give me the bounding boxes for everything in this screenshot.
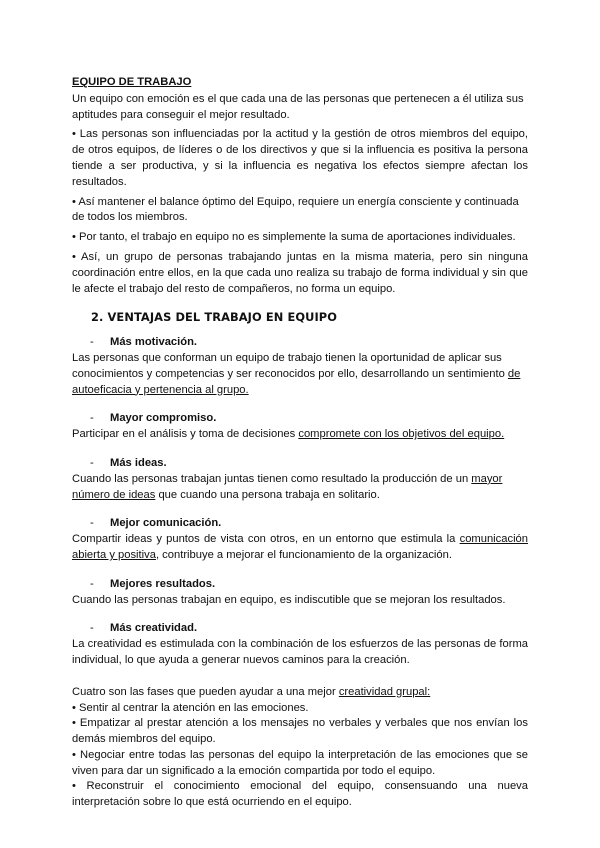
advantage-text	[72, 427, 528, 443]
underlined-text: creatividad grupal:	[338, 685, 431, 698]
advantage-text	[72, 532, 528, 564]
underlined-text: de autoeficacia y pertenencia al grupo.	[72, 367, 521, 396]
doc-title: EQUIPO DE TRABAJO	[72, 76, 192, 88]
dash-marker: -	[90, 456, 94, 469]
advantage-heading-text: Más creatividad.	[110, 622, 198, 635]
dash-marker: -	[90, 517, 94, 530]
dash-marker: -	[90, 336, 94, 349]
text-run: Cuando las personas trabajan en equipo, es indiscutible que se mejoran los resultados.	[72, 593, 506, 606]
advantage-heading-text: Más motivación.	[110, 336, 198, 349]
advantage-heading	[72, 411, 528, 427]
phases-intro	[72, 685, 528, 701]
advantage-heading	[72, 516, 528, 532]
advantage-text	[72, 637, 528, 669]
text-run: Las personas que conforman un equipo de trabajo tienen la oportunidad de aplicar sus conocimientos y competencias y ser reconocidos por ello, desarrollando un sentimiento	[72, 351, 508, 380]
text-run: contribuye a mejorar el funcionamiento de la organización.	[159, 548, 452, 561]
advantage-heading	[72, 335, 528, 351]
advantage-heading	[72, 456, 528, 472]
text-run: Compartir ideas y puntos de vista con otros, en un entorno que estimula la	[72, 533, 460, 546]
document-body	[72, 75, 528, 811]
advantage-text	[72, 351, 528, 398]
advantage-heading-text: Mejor comunicación.	[110, 517, 222, 530]
text-run: La creatividad es estimulada con la combinación de los esfuerzos de las personas de forma individual, lo que ayuda a generar nuevos caminos para la creación.	[72, 638, 528, 666]
phase-item: • Sentir al centrar la atención en las emociones.	[72, 701, 309, 714]
underlined-text: mayor número de ideas	[72, 472, 503, 501]
underlined-text: compromete con los objetivos del equipo.	[298, 428, 505, 441]
dash-marker: -	[90, 622, 94, 635]
bullet-paragraph: • Así, un grupo de personas trabajando juntas en la misma materia, pero sin ninguna coordinación entre ellos, en la que cada uno realiza su trabajo de forma individual y sin que le afecte el trabajo del resto de compañeros, no forma un equipo.	[72, 250, 528, 295]
text-run: Cuatro son las fases que pueden ayudar a una mejor	[72, 685, 339, 698]
advantage-heading	[72, 621, 528, 637]
advantage-text	[72, 472, 528, 504]
advantage-heading-text: Mayor compromiso.	[110, 412, 217, 425]
underlined-text: comunicación abierta y positiva,	[72, 533, 528, 561]
advantage-heading-text: Más ideas.	[110, 456, 167, 469]
text-run: Cuando las personas trabajan juntas tienen como resultado la producción de un	[72, 472, 472, 485]
bullet-paragraph: • Así mantener el balance óptimo del Equipo, requiere un energía consciente y continuada de todos los miembros.	[72, 195, 519, 224]
bullet-paragraph: • Por tanto, el trabajo en equipo no es simplemente la suma de aportaciones individuales.	[72, 231, 516, 244]
advantage-text	[72, 593, 528, 609]
text-run: que cuando una persona trabaja en solitario.	[155, 488, 380, 501]
phase-item: • Empatizar al prestar atención a los mensajes no verbales y verbales que nos envían los demás miembros del equipo.	[72, 717, 528, 746]
dash-marker: -	[90, 412, 94, 425]
text-run: Participar en el análisis y toma de decisiones	[72, 428, 299, 441]
phase-item: • Negociar entre todas las personas del equipo la interpretación de las emociones que se viven para dar un significado a la emoción compartida por todo el equipo.	[72, 748, 528, 777]
intro-paragraph: Un equipo con emoción es el que cada una de las personas que pertenecen a él utiliza sus aptitudes para conseguir el mejor resultado.	[72, 92, 524, 121]
phase-item: • Reconstruir el conocimiento emocional del equipo, consensuando una nueva interpretación sobre lo que está ocurriendo en el equipo.	[72, 780, 528, 809]
dash-marker: -	[90, 577, 94, 590]
advantage-heading	[72, 577, 528, 593]
bullet-paragraph: • Las personas son influenciadas por la actitud y la gestión de otros miembros del equipo, de otros equipos, de líderes o de los directivos y que si la influencia es positiva la persona tiende a ser productiva, y si la influencia es negativa los efectos siempre afectan los resultados.	[72, 128, 528, 188]
section-heading: 2. VENTAJAS DEL TRABAJO EN EQUIPO	[91, 310, 338, 325]
advantage-heading-text: Mejores resultados.	[110, 577, 216, 590]
